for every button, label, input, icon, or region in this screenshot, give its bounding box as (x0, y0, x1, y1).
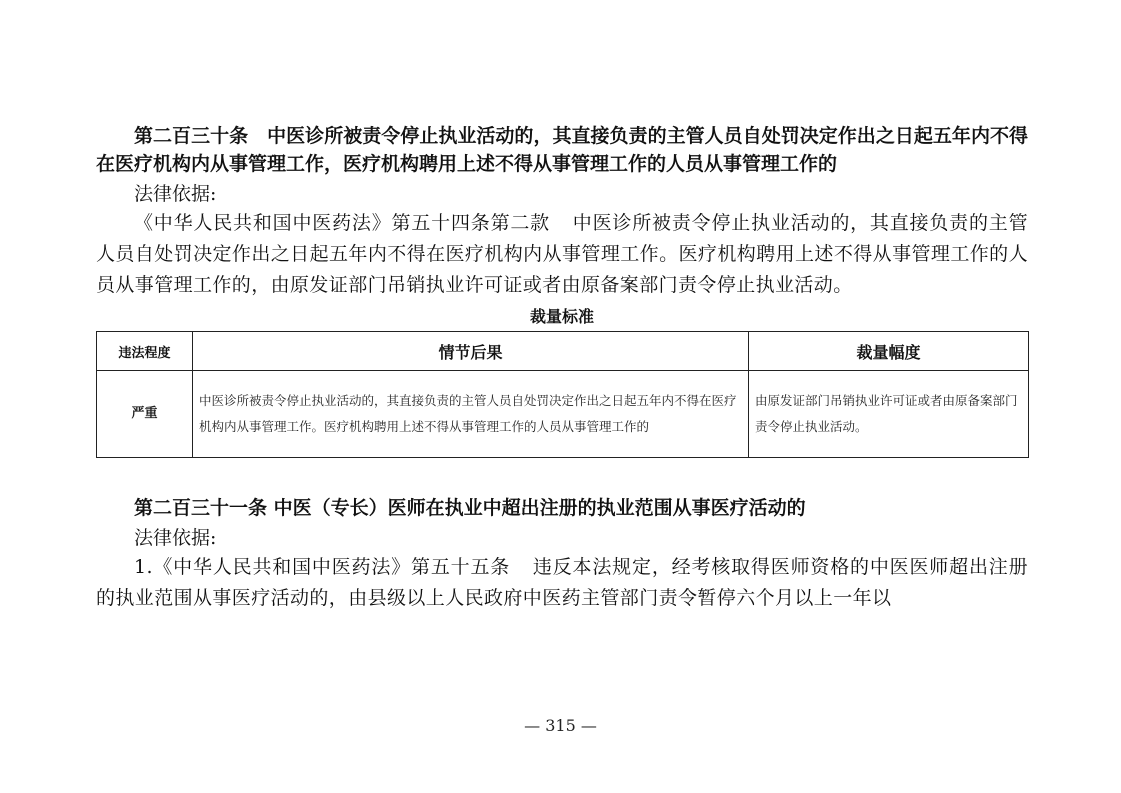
article-230-basis-label: 法律依据: (134, 183, 217, 205)
article-230-law-text: 中医诊所被责令停止执业活动的，其直接负责的主管人员自处罚决定作出之日起五年内不得在医疗机构内从事管理工作。医疗机构聘用上述不得从事管理工作的人员从事管理工作的，由原发证部门吊销执业许可证或者由原备案部门责令停止执业活动。 (96, 212, 1028, 296)
page-content (96, 122, 1028, 614)
header-discretion-range: 裁量幅度 (749, 332, 1029, 371)
article-230-number: 第二百三十条 (134, 125, 249, 147)
cell-discretion-range: 由原发证部门吊销执业许可证或者由原备案部门责令停止执业活动。 (749, 371, 1029, 458)
table-caption: 裁量标准 (529, 307, 594, 326)
article-230-law-reference: 《中华人民共和国中医药法》第五十四条第二款 (134, 212, 550, 234)
header-circumstance: 情节后果 (193, 332, 749, 371)
section-gap (96, 458, 1028, 494)
article-231-law-text: 违反本法规定，经考核取得医师资格的中医医师超出注册的执业范围从事医疗活动的，由县级以上人民政府中医药主管部门责令暂停六个月以上一年以 (96, 556, 1028, 609)
cell-circumstance: 中医诊所被责令停止执业活动的，其直接负责的主管人员自处罚决定作出之日起五年内不得在医疗机构内从事管理工作。医疗机构聘用上述不得从事管理工作的人员从事管理工作的 (193, 371, 749, 458)
article-231-law-paragraph (96, 552, 1028, 614)
table-header-row (97, 332, 1029, 371)
table-row (97, 371, 1029, 458)
discretion-standard-table (96, 331, 1029, 458)
article-230-law-paragraph (96, 208, 1028, 301)
header-violation-level: 违法程度 (97, 332, 193, 371)
article-231-law-reference: 1.《中华人民共和国中医药法》第五十五条 (134, 556, 511, 578)
page-number: — 315 — (524, 716, 597, 735)
article-231-heading: 第二百三十一条 中医（专长）医师在执业中超出注册的执业范围从事医疗活动的 (134, 497, 806, 519)
article-230-heading (96, 122, 1028, 178)
article-230-title: 中医诊所被责令停止执业活动的，其直接负责的主管人员自处罚决定作出之日起五年内不得在医疗机构内从事管理工作，医疗机构聘用上述不得从事管理工作的人员从事管理工作的 (96, 125, 1028, 175)
article-231-basis-label: 法律依据: (134, 527, 217, 549)
cell-violation-level: 严重 (97, 371, 193, 458)
